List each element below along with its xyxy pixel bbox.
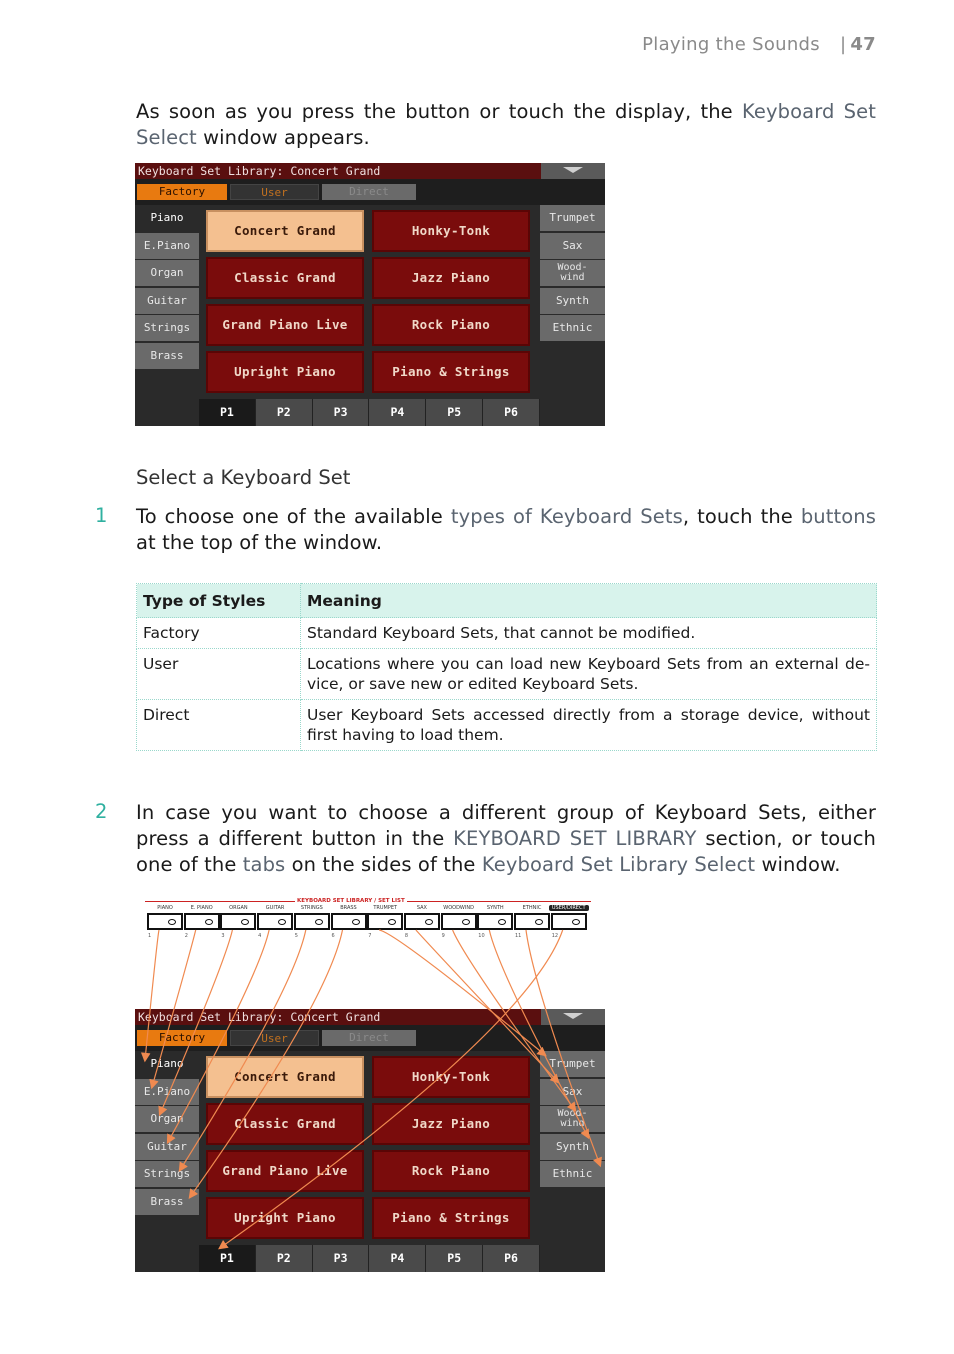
keyboard-set-button[interactable]: Classic Grand	[206, 257, 364, 299]
tab-strings[interactable]: Strings	[135, 315, 199, 341]
tab-strings[interactable]: Strings	[135, 1161, 199, 1187]
direct-button: Direct	[322, 184, 416, 200]
table-row	[137, 700, 877, 751]
panel-title: KEYBOARD SET LIBRARY / SET LIST	[297, 898, 405, 904]
table-cell-type: User	[137, 649, 301, 700]
table-row	[137, 618, 877, 649]
panel-label: USER/DIRECT	[549, 905, 589, 911]
panel-label: ETHNIC	[522, 905, 542, 911]
keyboard-set-button[interactable]: Honky-Tonk	[372, 1056, 530, 1098]
left-category-tabs	[135, 205, 199, 370]
tab-sax[interactable]: Sax	[540, 1079, 605, 1105]
tab-organ[interactable]: Organ	[135, 1106, 199, 1132]
tab-label-line: Wood-	[557, 1108, 588, 1119]
intro-text: As soon as you press the button or touch the display, the	[136, 100, 742, 123]
page-tab-p3[interactable]: P3	[313, 399, 369, 426]
table-header-row	[137, 584, 877, 618]
intro-paragraph	[136, 99, 876, 151]
left-category-tabs	[135, 1051, 199, 1216]
panel-button-number: 1	[148, 933, 152, 939]
panel-button[interactable]	[441, 913, 477, 930]
panel-label: GUITAR	[265, 905, 285, 911]
tab-woodwind[interactable]	[540, 260, 605, 286]
page-tabs	[199, 1245, 540, 1272]
window-title-bar	[135, 163, 605, 179]
panel-label: TRUMPET	[373, 905, 398, 911]
panel-button[interactable]	[220, 913, 256, 930]
page-tab-p2[interactable]: P2	[256, 1245, 312, 1272]
panel-label: SAX	[416, 905, 427, 911]
keyboard-set-button[interactable]: Jazz Piano	[372, 1103, 530, 1145]
panel-button[interactable]	[184, 913, 220, 930]
keyboard-set-button[interactable]: Piano & Strings	[372, 351, 530, 393]
step2-text-a: In case you want to choose a different group of Keyboard Sets, either press a different button in the	[136, 801, 876, 850]
table-cell-meaning: User Keyboard Sets accessed directly from a storage device, without first having to load them.	[301, 700, 877, 751]
panel-label: STRINGS	[300, 905, 323, 911]
tab-brass[interactable]: Brass	[135, 1189, 199, 1215]
right-category-tabs	[540, 1051, 605, 1189]
page-tabs	[199, 399, 540, 426]
keyboard-set-button[interactable]: Grand Piano Live	[206, 304, 364, 346]
intro-text-end: window appears.	[196, 126, 370, 149]
page-tab-p4[interactable]: P4	[369, 399, 425, 426]
step-number-1: 1	[95, 504, 108, 527]
tab-trumpet[interactable]: Trumpet	[540, 205, 605, 231]
panel-button-number: 7	[368, 933, 372, 939]
tab-label-line: Wood-	[557, 262, 588, 273]
tab-woodwind[interactable]	[540, 1106, 605, 1132]
tab-trumpet[interactable]: Trumpet	[540, 1051, 605, 1077]
keyboard-set-button[interactable]: Piano & Strings	[372, 1197, 530, 1239]
section-subheading: Select a Keyboard Set	[136, 466, 351, 489]
page-tab-p1[interactable]: P1	[199, 399, 255, 426]
panel-label: SYNTH	[486, 905, 504, 911]
step1-text-a: To choose one of the available	[136, 505, 451, 528]
keyboard-set-library-panel-diagram	[145, 898, 591, 942]
section-title: Playing the Sounds	[642, 34, 820, 55]
tab-e-piano[interactable]: E.Piano	[135, 233, 199, 259]
keyboard-set-button[interactable]: Upright Piano	[206, 351, 364, 393]
table-row	[137, 649, 877, 700]
step-1-text	[136, 504, 876, 556]
keyboard-set-button[interactable]: Classic Grand	[206, 1103, 364, 1145]
table-header-meaning: Meaning	[301, 584, 877, 618]
panel-button-number: 12	[551, 933, 559, 939]
panel-button[interactable]	[367, 913, 403, 930]
keyboard-set-button[interactable]: Rock Piano	[372, 304, 530, 346]
style-types-table	[136, 583, 877, 751]
factory-button[interactable]: Factory	[137, 1030, 227, 1046]
panel-button-number: 11	[515, 933, 522, 939]
user-button[interactable]: User	[230, 184, 319, 200]
panel-button[interactable]	[331, 913, 367, 930]
tab-guitar[interactable]: Guitar	[135, 288, 199, 314]
step2-highlight-a: KEYBOARD SET LIBRARY	[453, 827, 697, 850]
table-cell-meaning: Locations where you can load new Keyboard Sets from an external de-vice, or save new or edited Keyboard Sets.	[301, 649, 877, 700]
page-tab-p6[interactable]: P6	[483, 399, 539, 426]
panel-label: ORGAN	[229, 905, 248, 911]
tab-brass[interactable]: Brass	[135, 343, 199, 369]
panel-label: PIANO	[157, 905, 173, 911]
tab-organ[interactable]: Organ	[135, 260, 199, 286]
factory-button[interactable]: Factory	[137, 184, 227, 200]
dropdown-arrow-icon[interactable]	[541, 1009, 605, 1025]
panel-button[interactable]	[551, 913, 587, 930]
library-type-bar	[135, 1025, 605, 1051]
dropdown-arrow-icon[interactable]	[541, 163, 605, 179]
step2-highlight-c: Keyboard Set Library Select	[481, 853, 756, 876]
panel-button-number: 6	[331, 933, 335, 939]
keyboard-set-button[interactable]: Concert Grand	[206, 1056, 364, 1098]
page-tab-p1[interactable]: P1	[199, 1245, 255, 1272]
page-tab-p5[interactable]: P5	[426, 399, 482, 426]
keyboard-set-button[interactable]: Upright Piano	[206, 1197, 364, 1239]
step2-highlight-b: tabs	[242, 853, 286, 876]
panel-button-number: 4	[258, 933, 262, 939]
tab-sax[interactable]: Sax	[540, 233, 605, 259]
tab-e-piano[interactable]: E.Piano	[135, 1079, 199, 1105]
table-header-type: Type of Styles	[137, 584, 301, 618]
keyboard-set-button[interactable]: Grand Piano Live	[206, 1150, 364, 1192]
table-cell-type: Factory	[137, 618, 301, 649]
intro-highlight: Keyboard Set Select	[136, 100, 876, 149]
panel-button[interactable]	[404, 913, 440, 930]
window-title-bar	[135, 1009, 605, 1025]
tab-synth[interactable]: Synth	[540, 1134, 605, 1160]
panel-button[interactable]	[294, 913, 330, 930]
tab-piano[interactable]: Piano	[135, 1051, 199, 1077]
panel-label: E. PIANO	[190, 905, 213, 911]
keyboard-set-window-screenshot	[135, 163, 605, 426]
panel-button-number: 10	[478, 933, 485, 939]
tab-ethnic[interactable]: Ethnic	[540, 315, 605, 341]
panel-button-number: 3	[221, 933, 225, 939]
user-button[interactable]: User	[230, 1030, 319, 1046]
right-category-tabs	[540, 205, 605, 343]
library-type-bar	[135, 179, 605, 205]
page-tab-p4[interactable]: P4	[369, 1245, 425, 1272]
page-tab-p3[interactable]: P3	[313, 1245, 369, 1272]
step1-text-b: , touch the	[682, 505, 801, 528]
panel-button-number: 5	[294, 933, 298, 939]
page-tab-p2[interactable]: P2	[256, 399, 312, 426]
step2-text-c: on the sides of the	[285, 853, 482, 876]
window-title: Keyboard Set Library: Concert Grand	[138, 164, 381, 178]
keyboard-set-button[interactable]: Concert Grand	[206, 210, 364, 252]
page-tab-p5[interactable]: P5	[426, 1245, 482, 1272]
panel-button[interactable]	[514, 913, 550, 930]
panel-button-number: 8	[404, 933, 409, 939]
keyboard-set-button[interactable]: Honky-Tonk	[372, 210, 530, 252]
direct-button: Direct	[322, 1030, 416, 1046]
tab-piano[interactable]: Piano	[135, 205, 199, 231]
table-cell-type: Direct	[137, 700, 301, 751]
step2-text-d: window.	[755, 853, 841, 876]
panel-button[interactable]	[477, 913, 513, 930]
header-separator: |	[839, 34, 847, 55]
tab-guitar[interactable]: Guitar	[135, 1134, 199, 1160]
step1-text-c: at the top of the window.	[136, 531, 383, 554]
panel-button[interactable]	[147, 913, 183, 930]
panel-button[interactable]	[257, 913, 293, 930]
step-number-2: 2	[95, 800, 108, 823]
table-cell-meaning: Standard Keyboard Sets, that cannot be modified.	[301, 618, 877, 649]
step2-text-b: section, or touch one of the	[136, 827, 876, 876]
window-title: Keyboard Set Library: Concert Grand	[138, 1010, 381, 1024]
keyboard-set-window-screenshot-2	[135, 1009, 605, 1272]
page-header	[642, 34, 876, 55]
panel-label: BRASS	[340, 905, 357, 911]
panel-button-number: 2	[184, 933, 188, 939]
tab-label-line: wind	[560, 272, 585, 283]
tab-synth[interactable]: Synth	[540, 288, 605, 314]
step1-highlight-a: types of Keyboard Sets	[450, 505, 683, 528]
step1-highlight-b: buttons	[800, 505, 876, 528]
keyboard-set-button[interactable]: Rock Piano	[372, 1150, 530, 1192]
keyboard-set-button[interactable]: Jazz Piano	[372, 257, 530, 299]
step-2-text	[136, 800, 876, 878]
panel-button-number: 9	[441, 933, 445, 939]
page-tab-p6[interactable]: P6	[483, 1245, 539, 1272]
page-number: 47	[850, 34, 876, 55]
tab-ethnic[interactable]: Ethnic	[540, 1161, 605, 1187]
tab-label-line: wind	[560, 1118, 585, 1129]
panel-label: WOODWIND	[443, 905, 474, 911]
